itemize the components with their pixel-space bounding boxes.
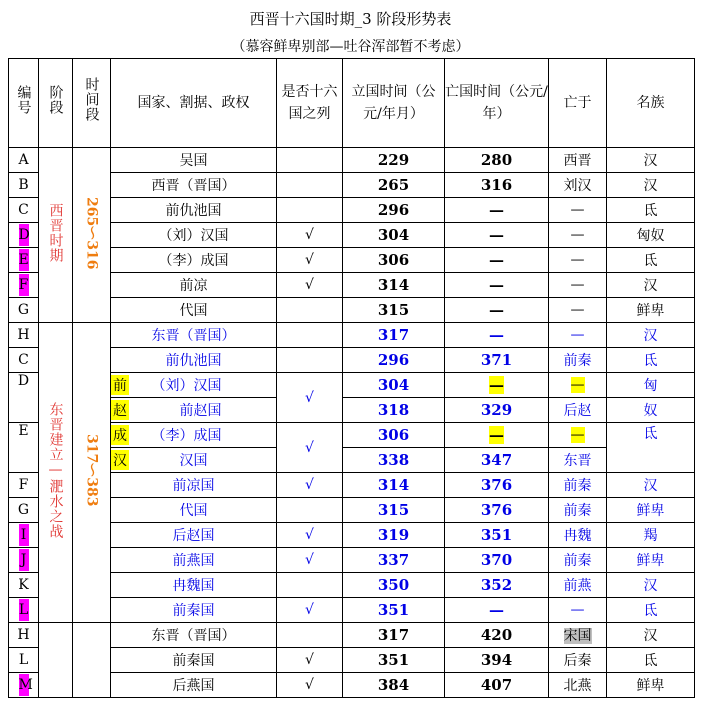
ethnic: 氐 bbox=[607, 348, 695, 373]
table-row bbox=[9, 598, 695, 623]
founded-year: 317 bbox=[343, 323, 445, 348]
ethnic: 奴 bbox=[607, 398, 695, 423]
ethnic: 鲜卑 bbox=[607, 498, 695, 523]
header-state: 国家、割据、政权 bbox=[111, 59, 277, 148]
sixteen-mark: √ bbox=[277, 648, 343, 673]
founded-year: 318 bbox=[343, 398, 445, 423]
fell-to-text: 宋国 bbox=[563, 628, 592, 644]
sixteen-mark: √ bbox=[277, 473, 343, 498]
ended-year: 352 bbox=[445, 573, 549, 598]
table-row bbox=[9, 648, 695, 673]
row-id: G bbox=[9, 298, 39, 323]
ended-year: 351 bbox=[445, 523, 549, 548]
ended-year: 394 bbox=[445, 648, 549, 673]
row-id-highlight: E bbox=[19, 249, 29, 271]
state-name: 东晋（晋国） bbox=[111, 623, 277, 648]
ethnic: 汉 bbox=[607, 473, 695, 498]
table-row bbox=[9, 548, 695, 573]
row-id: K bbox=[9, 573, 39, 598]
ethnic: 匈 bbox=[607, 373, 695, 398]
sixteen-mark: √ bbox=[277, 248, 343, 273]
founded-year: 315 bbox=[343, 298, 445, 323]
ended-year bbox=[445, 423, 549, 448]
row-id: L bbox=[9, 648, 39, 673]
state-name: 后赵国 bbox=[111, 523, 277, 548]
fell-to: 西晋 bbox=[549, 148, 607, 173]
row-id: A bbox=[9, 148, 39, 173]
fell-to bbox=[549, 373, 607, 398]
sixteen-mark bbox=[277, 323, 343, 348]
table-row bbox=[9, 623, 695, 648]
row-id bbox=[9, 248, 39, 273]
state-name: （李）成国 bbox=[111, 248, 277, 273]
header-row bbox=[9, 59, 695, 148]
state-name bbox=[111, 448, 277, 473]
state-name: 前凉国 bbox=[111, 473, 277, 498]
sixteen-mark bbox=[277, 348, 343, 373]
ended-year: — bbox=[445, 198, 549, 223]
ethnic: 氐 bbox=[607, 598, 695, 623]
row-id: E bbox=[9, 423, 39, 473]
sixteen-mark: √ bbox=[277, 548, 343, 573]
group-label: 汉 bbox=[111, 450, 129, 470]
sixteen-mark: √ bbox=[277, 673, 343, 698]
row-id-highlight: D bbox=[19, 224, 29, 246]
state-name: 前凉 bbox=[111, 273, 277, 298]
row-id-highlight: F bbox=[19, 274, 29, 296]
founded-year: 351 bbox=[343, 648, 445, 673]
row-id: C bbox=[9, 348, 39, 373]
state-name: 前燕国 bbox=[111, 548, 277, 573]
row-id: F bbox=[9, 473, 39, 498]
state-name: 西晋（晋国） bbox=[111, 173, 277, 198]
stage-cell bbox=[39, 623, 73, 698]
sixteen-mark: √ bbox=[277, 523, 343, 548]
sixteen-mark: √ bbox=[277, 373, 343, 423]
founded-year: 229 bbox=[343, 148, 445, 173]
state-name bbox=[111, 398, 277, 423]
founded-year: 337 bbox=[343, 548, 445, 573]
ethnic: 鲜卑 bbox=[607, 298, 695, 323]
row-id-highlight: I bbox=[19, 524, 29, 546]
ended-year: — bbox=[445, 323, 549, 348]
fell-to: — bbox=[549, 198, 607, 223]
ended-year: 329 bbox=[445, 398, 549, 423]
fell-to: 前秦 bbox=[549, 348, 607, 373]
state-name: 冉魏国 bbox=[111, 573, 277, 598]
row-id bbox=[9, 598, 39, 623]
fell-to: 刘汉 bbox=[549, 173, 607, 198]
ended-year: — bbox=[445, 248, 549, 273]
fell-to: — bbox=[549, 223, 607, 248]
table-row bbox=[9, 448, 695, 473]
fell-to: — bbox=[549, 323, 607, 348]
ended-year: — bbox=[445, 223, 549, 248]
state-name: 前秦国 bbox=[111, 598, 277, 623]
state-name: 后燕国 bbox=[111, 673, 277, 698]
group-label: 赵 bbox=[111, 400, 129, 420]
sixteen-mark bbox=[277, 148, 343, 173]
state-name bbox=[111, 423, 277, 448]
row-id: D bbox=[9, 373, 39, 423]
founded-year: 314 bbox=[343, 273, 445, 298]
table-row bbox=[9, 373, 695, 398]
state-name-text: （刘）汉国 bbox=[151, 378, 222, 394]
state-name: 前仇池国 bbox=[111, 348, 277, 373]
row-id bbox=[9, 548, 39, 573]
sixteen-mark bbox=[277, 298, 343, 323]
ended-year bbox=[445, 373, 549, 398]
table-row bbox=[9, 223, 695, 248]
founded-year: 315 bbox=[343, 498, 445, 523]
state-name: 东晋（晋国） bbox=[111, 323, 277, 348]
ended-year-text: — bbox=[489, 376, 504, 394]
fell-to bbox=[549, 423, 607, 448]
header-sixteen: 是否十六国之列 bbox=[277, 59, 343, 148]
row-id: G bbox=[9, 498, 39, 523]
founded-year: 304 bbox=[343, 223, 445, 248]
period-cell bbox=[73, 623, 111, 698]
ended-year: 347 bbox=[445, 448, 549, 473]
state-name-text: 汉国 bbox=[179, 453, 208, 469]
fell-to: 前燕 bbox=[549, 573, 607, 598]
table-row bbox=[9, 398, 695, 423]
state-name bbox=[111, 373, 277, 398]
table-row bbox=[9, 423, 695, 448]
founded-year: 314 bbox=[343, 473, 445, 498]
fell-to-text: — bbox=[570, 377, 585, 393]
ethnic: 汉 bbox=[607, 323, 695, 348]
header-id: 编号 bbox=[9, 59, 39, 148]
stage-label: 西晋时期 bbox=[47, 203, 64, 263]
founded-year: 296 bbox=[343, 198, 445, 223]
ethnic: 氐 bbox=[607, 248, 695, 273]
header-fell-to: 亡于 bbox=[549, 59, 607, 148]
ethnic: 汉 bbox=[607, 273, 695, 298]
row-id bbox=[9, 223, 39, 248]
row-id-highlight: M bbox=[19, 674, 29, 696]
founded-year: 319 bbox=[343, 523, 445, 548]
sixteen-mark bbox=[277, 573, 343, 598]
stage-cell bbox=[39, 148, 73, 323]
fell-to: 前秦 bbox=[549, 548, 607, 573]
sixteen-mark: √ bbox=[277, 598, 343, 623]
ended-year: — bbox=[445, 298, 549, 323]
sixteen-mark: √ bbox=[277, 223, 343, 248]
row-id-highlight: L bbox=[19, 599, 29, 621]
period-cell bbox=[73, 323, 111, 623]
header-ethnic: 名族 bbox=[607, 59, 695, 148]
fell-to-text: — bbox=[570, 427, 585, 443]
ended-year: 407 bbox=[445, 673, 549, 698]
table-row bbox=[9, 148, 695, 173]
page-subtitle: （慕容鲜卑别部—吐谷浑部暂不考虑） bbox=[231, 39, 470, 55]
ethnic: 鲜卑 bbox=[607, 548, 695, 573]
table-row bbox=[9, 573, 695, 598]
fell-to: — bbox=[549, 298, 607, 323]
ethnic: 鲜卑 bbox=[607, 673, 695, 698]
sixteen-mark bbox=[277, 198, 343, 223]
fell-to: — bbox=[549, 273, 607, 298]
state-name: 前仇池国 bbox=[111, 198, 277, 223]
fell-to: 前秦 bbox=[549, 498, 607, 523]
ended-year: 420 bbox=[445, 623, 549, 648]
state-name-text: （李）成国 bbox=[151, 428, 222, 444]
period-cell bbox=[73, 148, 111, 323]
sixteen-mark bbox=[277, 173, 343, 198]
ended-year: 370 bbox=[445, 548, 549, 573]
row-id-highlight: J bbox=[19, 549, 29, 571]
table-row bbox=[9, 348, 695, 373]
sixteen-mark: √ bbox=[277, 423, 343, 473]
sixteen-mark bbox=[277, 498, 343, 523]
group-label: 前 bbox=[111, 375, 129, 395]
state-name: 代国 bbox=[111, 298, 277, 323]
ended-year: 316 bbox=[445, 173, 549, 198]
ended-year-text: — bbox=[489, 426, 504, 444]
ended-year: — bbox=[445, 598, 549, 623]
fell-to bbox=[549, 623, 607, 648]
row-id: H bbox=[9, 623, 39, 648]
stage-cell bbox=[39, 323, 73, 623]
table-row bbox=[9, 173, 695, 198]
ended-year: — bbox=[445, 273, 549, 298]
ethnic: 氐 bbox=[607, 648, 695, 673]
header-period: 时间段 bbox=[73, 59, 111, 148]
sixteen-mark bbox=[277, 623, 343, 648]
fell-to: 东晋 bbox=[549, 448, 607, 473]
table-row bbox=[9, 473, 695, 498]
ethnic: 汉 bbox=[607, 623, 695, 648]
founded-year: 296 bbox=[343, 348, 445, 373]
table-row bbox=[9, 298, 695, 323]
state-table bbox=[8, 58, 695, 698]
row-id: C bbox=[9, 198, 39, 223]
state-name: 前秦国 bbox=[111, 648, 277, 673]
ethnic: 匈奴 bbox=[607, 223, 695, 248]
ethnic: 汉 bbox=[607, 173, 695, 198]
founded-year: 306 bbox=[343, 423, 445, 448]
fell-to: 后赵 bbox=[549, 398, 607, 423]
founded-year: 265 bbox=[343, 173, 445, 198]
table-row bbox=[9, 498, 695, 523]
table-row bbox=[9, 198, 695, 223]
period-label: 265～316 bbox=[83, 196, 100, 270]
founded-year: 350 bbox=[343, 573, 445, 598]
ended-year: 371 bbox=[445, 348, 549, 373]
ended-year: 376 bbox=[445, 473, 549, 498]
founded-year: 306 bbox=[343, 248, 445, 273]
page-title: 西晋十六国时期_3 阶段形势表 bbox=[249, 10, 452, 28]
fell-to: 北燕 bbox=[549, 673, 607, 698]
header-stage: 阶段 bbox=[39, 59, 73, 148]
state-name: 代国 bbox=[111, 498, 277, 523]
ended-year: 376 bbox=[445, 498, 549, 523]
row-id bbox=[9, 273, 39, 298]
row-id: H bbox=[9, 323, 39, 348]
table-row bbox=[9, 248, 695, 273]
table-row bbox=[9, 673, 695, 698]
founded-year: 338 bbox=[343, 448, 445, 473]
founded-year: 384 bbox=[343, 673, 445, 698]
fell-to: 冉魏 bbox=[549, 523, 607, 548]
ethnic: 氐 bbox=[607, 423, 695, 473]
fell-to: — bbox=[549, 598, 607, 623]
state-name: 吴国 bbox=[111, 148, 277, 173]
founded-year: 304 bbox=[343, 373, 445, 398]
header-founded: 立国时间（公元/年月） bbox=[343, 59, 445, 148]
state-name-text: 前赵国 bbox=[179, 403, 222, 419]
table-row bbox=[9, 523, 695, 548]
founded-year: 317 bbox=[343, 623, 445, 648]
table-row bbox=[9, 273, 695, 298]
ethnic: 汉 bbox=[607, 573, 695, 598]
ethnic: 氐 bbox=[607, 198, 695, 223]
fell-to: 后秦 bbox=[549, 648, 607, 673]
state-name: （刘）汉国 bbox=[111, 223, 277, 248]
fell-to: 前秦 bbox=[549, 473, 607, 498]
ethnic: 羯 bbox=[607, 523, 695, 548]
row-id: B bbox=[9, 173, 39, 198]
group-label: 成 bbox=[111, 425, 129, 445]
period-label: 317～383 bbox=[83, 434, 100, 507]
stage-label: 东晋建立—淝水之战 bbox=[47, 402, 64, 539]
row-id bbox=[9, 523, 39, 548]
fell-to: — bbox=[549, 248, 607, 273]
row-id bbox=[9, 673, 39, 698]
sixteen-mark: √ bbox=[277, 273, 343, 298]
header-ended: 亡国时间（公元/年） bbox=[445, 59, 549, 148]
table-row bbox=[9, 323, 695, 348]
ethnic: 汉 bbox=[607, 148, 695, 173]
ended-year: 280 bbox=[445, 148, 549, 173]
founded-year: 351 bbox=[343, 598, 445, 623]
